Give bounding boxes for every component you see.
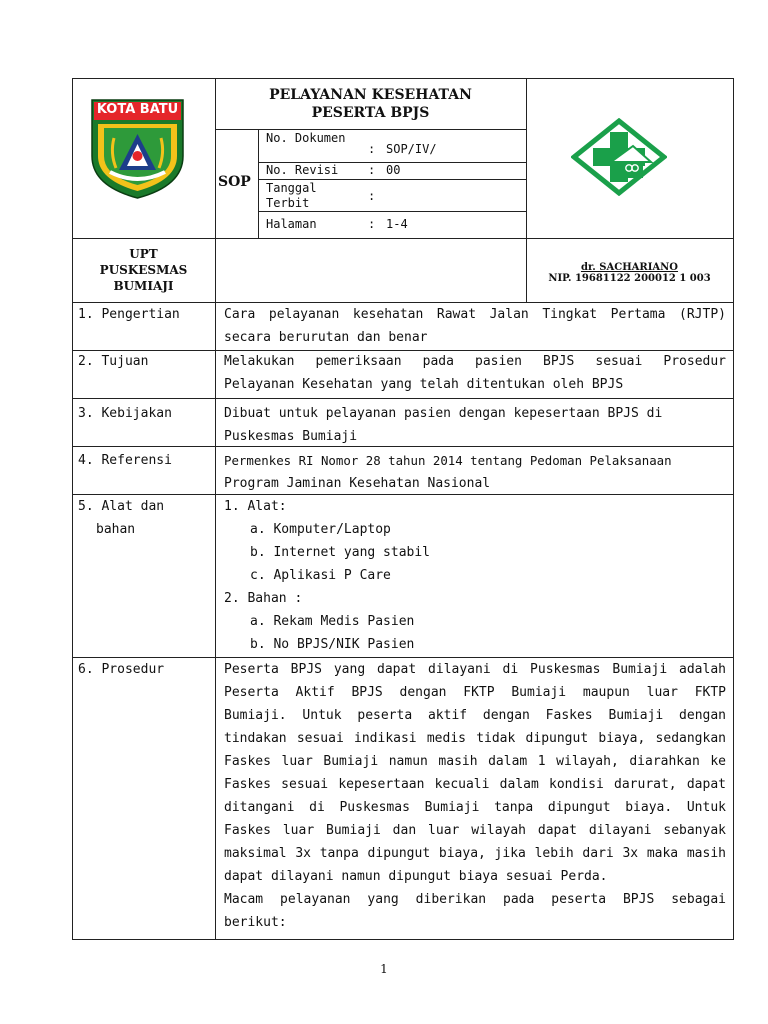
doc-number-sep: : xyxy=(368,142,376,156)
document-title-line2: PESERTA BPJS xyxy=(311,105,430,121)
page-label: Halaman xyxy=(266,217,317,231)
section-label-referensi: 4. Referensi xyxy=(78,453,172,468)
alat-item: c. Aplikasi P Care xyxy=(250,568,391,583)
prosedur-line: Faskes luar Bumiaji namun masih dalam 1 wilayah, diarahkan ke xyxy=(224,754,726,769)
prosedur-line: dapat dilayani namun dipungut biaya sesuai Perda. xyxy=(224,869,608,884)
referensi-line1: Permenkes RI Nomor 28 tahun 2014 tentang Pedoman Pelaksanaan xyxy=(224,453,672,468)
pengertian-line2: secara berurutan dan benar xyxy=(224,330,428,345)
bahan-item: 2. Bahan : xyxy=(224,591,303,606)
unit-line1: UPT xyxy=(129,247,158,261)
kebijakan-line1: Dibuat untuk pelayanan pasien dengan kepesertaan BPJS di xyxy=(224,406,663,421)
logo-text: KOTA BATU xyxy=(96,102,179,117)
prosedur-line: tindakan sesuai indikasi medis tidak dipungut biaya, sedangkan xyxy=(224,731,726,746)
sop-label: SOP xyxy=(218,174,251,190)
page-number: 1 xyxy=(380,962,388,976)
section-label-prosedur: 6. Prosedur xyxy=(78,662,165,677)
page-value: 1-4 xyxy=(386,217,408,231)
pengertian-line1: Cara pelayanan kesehatan Rawat Jalan Tingkat Pertama (RJTP) xyxy=(224,307,726,322)
bahan-item: a. Rekam Medis Pasien xyxy=(250,614,415,629)
issue-date-sep: : xyxy=(368,189,376,203)
section-label-kebijakan: 3. Kebijakan xyxy=(78,406,172,421)
puskesmas-logo xyxy=(571,118,667,196)
prosedur-line: Bumiaji. Untuk peserta aktif dengan Faskes Bumiaji dengan xyxy=(224,708,726,723)
revision-sep: : xyxy=(368,163,376,177)
kebijakan-line2: Puskesmas Bumiaji xyxy=(224,429,358,444)
alat-item: a. Komputer/Laptop xyxy=(250,522,391,537)
prosedur-line: Faskes luar Bumiaji dan luar wilayah dapat dilayani sebanyak xyxy=(224,823,726,838)
bahan-item: b. No BPJS/NIK Pasien xyxy=(250,637,415,652)
prosedur-line: ditangani di Puskesmas Bumiaji tanpa dipungut biaya. Untuk xyxy=(224,800,726,815)
referensi-line2: Program Jaminan Kesehatan Nasional xyxy=(224,476,491,491)
page-sep: : xyxy=(368,217,376,231)
prosedur-line: Macam pelayanan yang diberikan pada peserta BPJS sebagai xyxy=(224,892,726,907)
revision-label: No. Revisi xyxy=(266,163,339,177)
unit-line3: BUMIAJI xyxy=(113,279,174,293)
prosedur-line: berikut: xyxy=(224,915,287,930)
prosedur-line: Peserta BPJS yang dapat dilayani di Puskesmas Bumiaji adalah xyxy=(224,662,726,677)
signer-nip: NIP. 19681122 200012 1 003 xyxy=(548,273,711,284)
kota-batu-logo xyxy=(90,98,185,200)
alat-item: b. Internet yang stabil xyxy=(250,545,431,560)
tujuan-line2: Pelayanan Kesehatan yang telah ditentukan oleh BPJS xyxy=(224,377,624,392)
section-label-alat-2: bahan xyxy=(96,522,136,537)
puskesmas-emblem-icon xyxy=(571,118,667,196)
prosedur-line: maksimal 3x tanpa dipungut biaya, jika lebih dari 3x maka masih xyxy=(224,846,726,861)
prosedur-line: Faskes sesuai kepesertaan kecuali dalam kondisi darurat, dapat xyxy=(224,777,726,792)
revision-value: 00 xyxy=(386,163,401,177)
document-title-line1: PELAYANAN KESEHATAN xyxy=(269,87,472,103)
doc-number-value: SOP/IV/ xyxy=(386,142,437,156)
prosedur-line: Peserta Aktif BPJS dengan FKTP Bumiaji maupun luar FKTP xyxy=(224,685,726,700)
issue-date-label: Tanggal Terbit xyxy=(266,181,317,210)
signer-name: dr. SACHARIANO xyxy=(580,262,679,273)
alat-item: 1. Alat: xyxy=(224,499,287,514)
doc-number-label: No. Dokumen xyxy=(266,131,346,145)
unit-line2: PUSKESMAS xyxy=(99,263,188,277)
section-label-tujuan: 2. Tujuan xyxy=(78,354,149,369)
tujuan-line1: Melakukan pemeriksaan pada pasien BPJS sesuai Prosedur xyxy=(224,354,726,369)
section-label-alat-1: 5. Alat dan xyxy=(78,499,165,514)
section-label-pengertian: 1. Pengertian xyxy=(78,307,180,322)
